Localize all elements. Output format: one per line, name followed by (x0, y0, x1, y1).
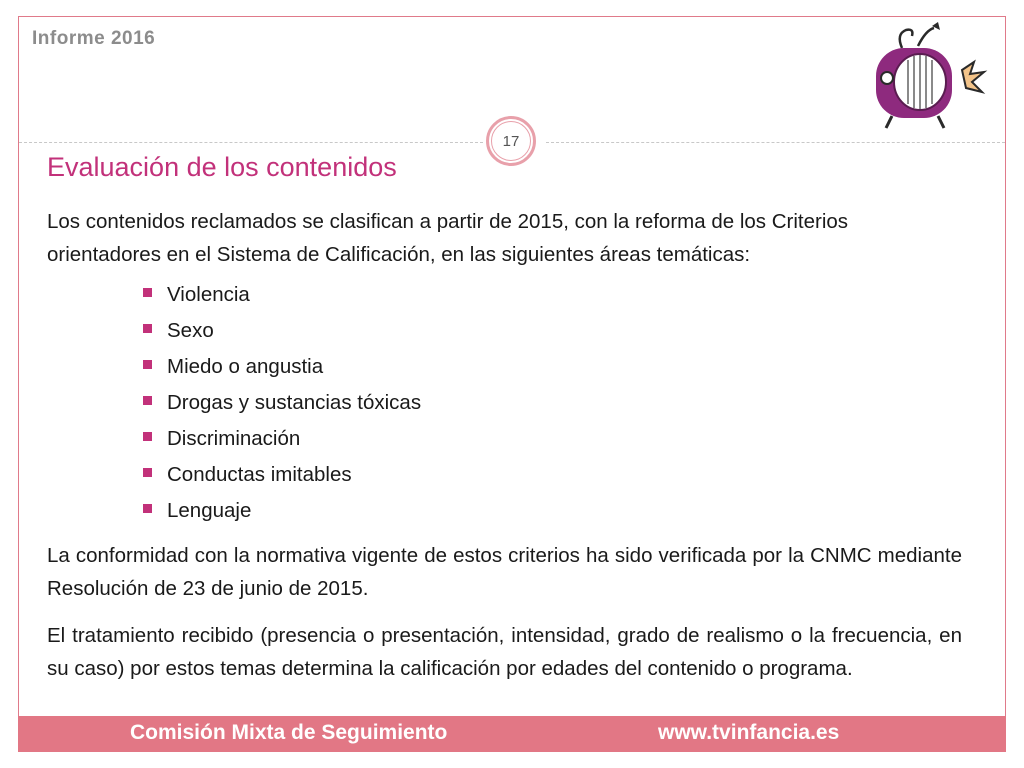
list-item (143, 457, 962, 493)
thematic-areas-list (47, 277, 962, 529)
list-item (143, 385, 962, 421)
square-bullet-icon (143, 288, 152, 297)
list-item (143, 493, 962, 529)
list-item (143, 313, 962, 349)
header-divider-left (19, 142, 483, 143)
list-item-label: Sexo (167, 319, 214, 342)
list-item-label: Drogas y sustancias tóxicas (167, 391, 422, 414)
square-bullet-icon (143, 396, 152, 405)
square-bullet-icon (143, 504, 152, 513)
section-heading: Evaluación de los contenidos (47, 152, 397, 182)
page-number-badge (486, 116, 536, 166)
square-bullet-icon (143, 324, 152, 333)
treatment-paragraph: El tratamiento recibido (presencia o presentación, intensidad, grado de realismo o la frecuencia, en su caso) por estos temas determina la calificación por edades del contenido o programa. (47, 624, 962, 680)
intro-paragraph: Los contenidos reclamados se clasifican a partir de 2015, con la reforma de los Criterios orientadores en el Sistema de Calificación, en las siguientes áreas temáticas: (47, 210, 849, 266)
list-item (143, 421, 962, 457)
list-item-label: Discriminación (167, 427, 301, 450)
page-number: 17 (491, 121, 531, 161)
list-item (143, 349, 962, 385)
square-bullet-icon (143, 432, 152, 441)
list-item-label: Miedo o angustia (167, 355, 324, 378)
footer-url-link[interactable]: www.tvinfancia.es (658, 721, 840, 744)
footer-organization: Comisión Mixta de Seguimiento (130, 721, 448, 744)
footer-bar (18, 716, 1006, 752)
header-divider-right (546, 142, 1005, 143)
report-title: Informe 2016 (32, 28, 156, 49)
conformity-paragraph: La conformidad con la normativa vigente de estos criterios ha sido verificada por la CNMC mediante Resolución de 23 de junio de 2015. (47, 544, 962, 600)
list-item (143, 277, 962, 313)
square-bullet-icon (143, 468, 152, 477)
tv-infancia-logo-icon (862, 20, 992, 132)
list-item-label: Conductas imitables (167, 463, 352, 486)
list-item-label: Lenguaje (167, 499, 252, 522)
main-content (47, 205, 962, 685)
list-item-label: Violencia (167, 283, 250, 306)
square-bullet-icon (143, 360, 152, 369)
